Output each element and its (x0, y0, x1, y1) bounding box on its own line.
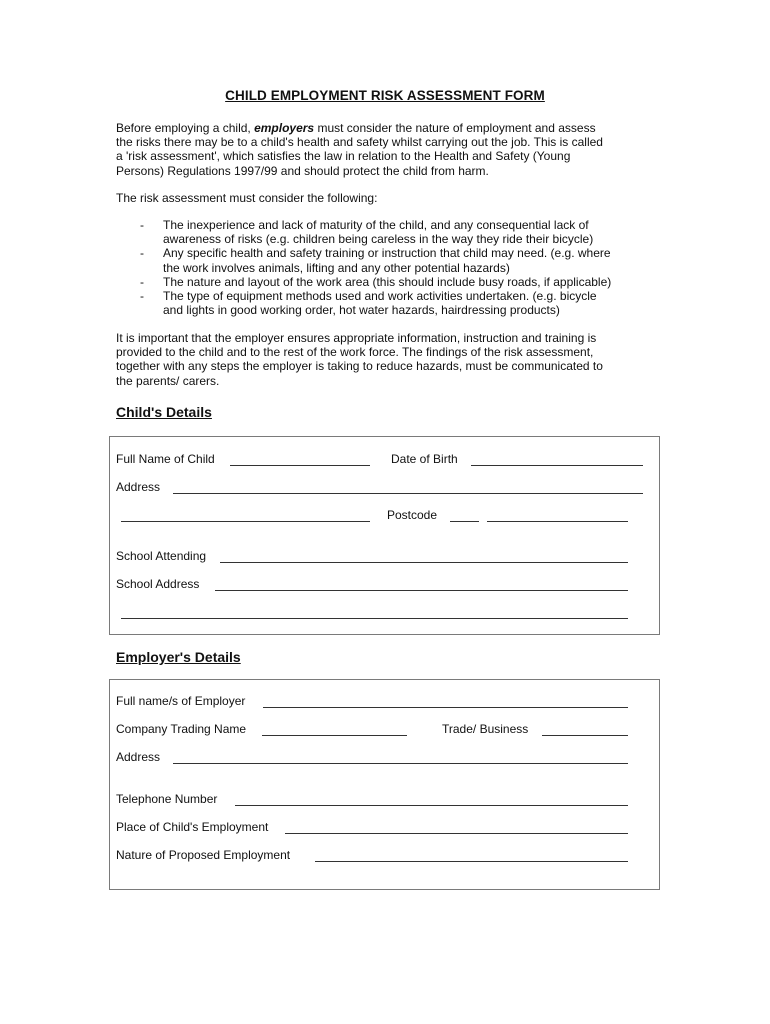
telephone-label: Telephone Number (116, 792, 218, 806)
bullet-dash: - (140, 218, 144, 232)
telephone-field[interactable] (235, 805, 628, 806)
list-item (116, 289, 661, 317)
list-item (116, 246, 661, 274)
employer-address-field[interactable] (173, 763, 628, 764)
intro-line-2: the risks there may be to a child's health and safety whilst carrying out the job. This is called (116, 135, 603, 150)
bullet-4-line-1: The type of equipment methods used and work activities undertaken. (e.g. bicycle (163, 289, 597, 304)
bullet-3-line-1: The nature and layout of the work area (this should include busy roads, if applicable) (163, 274, 612, 289)
child-postcode-label: Postcode (387, 508, 438, 522)
closing-paragraph (116, 331, 661, 388)
child-address-line2-field[interactable] (121, 521, 370, 522)
bullet-2-line-2: the work involves animals, lifting and any other potential hazards) (163, 260, 510, 275)
intro-paragraph (116, 121, 661, 178)
employer-name-field[interactable] (263, 707, 628, 708)
closing-line-3: together with any steps the employer is taking to reduce hazards, must be communicated to (116, 359, 603, 374)
child-address-label: Address (116, 480, 161, 494)
child-full-name-label: Full Name of Child (116, 452, 215, 466)
closing-line-4: the parents/ carers. (116, 373, 220, 388)
school-address-field[interactable] (215, 590, 628, 591)
school-attending-label: School Attending (116, 549, 207, 563)
list-item (116, 218, 661, 246)
closing-line-2: provided to the child and to the rest of the work force. The findings of the risk assessment, (116, 345, 594, 360)
bullet-1-line-1: The inexperience and lack of maturity of the child, and any consequential lack of (163, 218, 589, 232)
child-postcode-part2-field[interactable] (487, 521, 628, 522)
child-address-field[interactable] (173, 493, 643, 494)
nature-of-employment-field[interactable] (315, 861, 628, 862)
employer-name-label: Full name/s of Employer (116, 694, 246, 708)
list-item (116, 275, 661, 289)
child-postcode-part1-field[interactable] (450, 521, 479, 522)
school-address-label: School Address (116, 577, 200, 591)
consider-heading: The risk assessment must consider the following: (116, 191, 378, 205)
trading-name-label: Company Trading Name (116, 722, 247, 736)
bullet-dash: - (140, 289, 144, 304)
bullet-4-line-2: and lights in good working order, hot water hazards, hairdressing products) (163, 303, 560, 318)
intro-emphasis: employers (254, 121, 315, 135)
trade-business-label: Trade/ Business (442, 722, 529, 736)
child-dob-label: Date of Birth (391, 452, 458, 466)
bullet-1-line-2: awareness of risks (e.g. children being careless in the way they ride their bicycle) (163, 232, 594, 247)
intro-line-3: a 'risk assessment', which satisfies the law in relation to the Health and Safety (Young (116, 149, 571, 164)
employer-address-label: Address (116, 750, 161, 764)
school-address-line2-field[interactable] (121, 618, 628, 619)
child-dob-field[interactable] (471, 465, 643, 466)
employer-details-heading: Employer's Details (116, 649, 241, 665)
place-of-employment-field[interactable] (285, 833, 628, 834)
consider-list (116, 218, 661, 317)
intro-line-4: Persons) Regulations 1997/99 and should protect the child from harm. (116, 163, 489, 178)
intro-line-1 (116, 121, 661, 135)
trade-business-field[interactable] (542, 735, 628, 736)
child-details-heading: Child's Details (116, 404, 212, 420)
nature-of-employment-label: Nature of Proposed Employment (116, 848, 291, 862)
bullet-dash: - (140, 274, 144, 289)
bullet-dash: - (140, 246, 144, 261)
intro-line1-post: must consider the nature of employment and assess (314, 121, 596, 135)
trading-name-field[interactable] (262, 735, 407, 736)
form-title: CHILD EMPLOYMENT RISK ASSESSMENT FORM (225, 88, 545, 103)
bullet-2-line-1: Any specific health and safety training or instruction that child may need. (e.g. where (163, 246, 611, 261)
intro-pre: Before employing a child, (116, 121, 255, 135)
place-of-employment-label: Place of Child's Employment (116, 820, 269, 834)
closing-line-1: It is important that the employer ensures appropriate information, instruction and training is (116, 331, 597, 345)
school-attending-field[interactable] (220, 562, 628, 563)
child-full-name-field[interactable] (230, 465, 370, 466)
